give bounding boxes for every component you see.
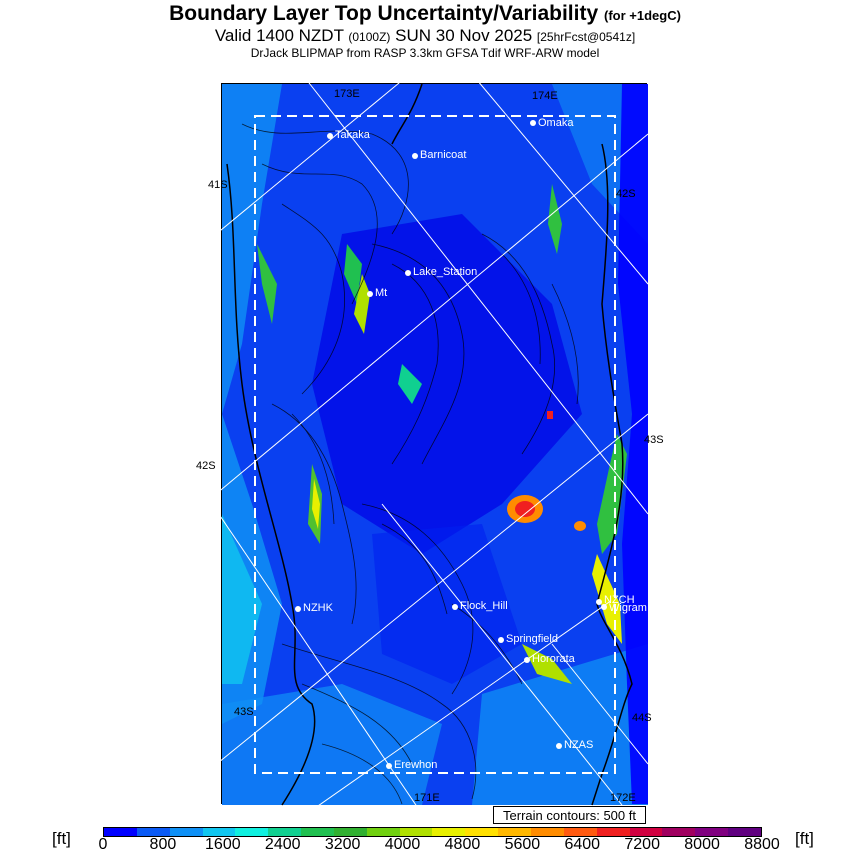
place-mt: Mt — [375, 287, 388, 299]
colorbar-swatch — [662, 828, 695, 836]
colorbar-tick-label: 2400 — [264, 836, 301, 853]
colorbar-tick-label: 4800 — [444, 836, 481, 853]
place-nzch: NZCH — [604, 594, 635, 606]
model-info: DrJack BLIPMAP from RASP 3.3km GFSA Tdif WRF-ARW model — [250, 46, 600, 60]
grid-label-173e: 173E — [334, 88, 360, 100]
colorbar-swatch — [728, 828, 761, 836]
colorbar-swatch — [465, 828, 498, 836]
place-hororata: Hororata — [532, 653, 575, 665]
colorbar-swatch — [235, 828, 268, 836]
colorbar-swatch — [137, 828, 170, 836]
colorbar-tick-label: 3200 — [324, 836, 361, 853]
colorbar-tick-label: 800 — [149, 836, 177, 853]
colorbar-tick-label: 1600 — [205, 836, 241, 853]
colorbar-tick-label: 7200 — [624, 836, 660, 853]
colorbar — [103, 827, 762, 837]
place-omaka: Omaka — [538, 117, 574, 129]
colorbar-swatch — [564, 828, 597, 836]
grid-label-171e: 171E — [414, 792, 440, 804]
colorbar-swatch — [695, 828, 728, 836]
colorbar-swatch — [498, 828, 531, 836]
valid-date: SUN 30 Nov 2025 — [395, 26, 533, 45]
place-springfield: Springfield — [506, 633, 558, 645]
grid-label-41s: 41S — [208, 179, 228, 191]
place-nzas: NZAS — [564, 739, 594, 751]
colorbar-tick-label: 8000 — [684, 836, 720, 853]
colorbar-swatch — [268, 828, 301, 836]
place-barnicoat: Barnicoat — [420, 149, 467, 161]
place-takaka: Takaka — [335, 129, 370, 141]
place-wigram: Wigram — [609, 602, 647, 614]
grid-label-172e: 172E — [610, 792, 636, 804]
colorbar-tick-label: 8800 — [744, 836, 780, 853]
colorbar-swatch — [630, 828, 663, 836]
colorbar-swatch — [597, 828, 630, 836]
colorbar-swatch — [531, 828, 564, 836]
colorbar-tick-label: 0 — [98, 836, 108, 853]
colorbar-swatch — [301, 828, 334, 836]
valid-utc: (0100Z) — [348, 30, 391, 44]
colorbar-swatch — [203, 828, 236, 836]
place-flock-hill: Flock_Hill — [460, 600, 508, 612]
colorbar-swatch — [334, 828, 367, 836]
place-lake-station: Lake_Station — [413, 266, 478, 278]
title-main: Boundary Layer Top Uncertainty/Variability — [169, 2, 599, 25]
grid-label-42s-right: 42S — [616, 188, 636, 200]
colorbar-swatch — [104, 828, 137, 836]
terrain-contour-note: Terrain contours: 500 ft — [493, 806, 646, 824]
colorbar-swatch — [170, 828, 203, 836]
colorbar-swatch — [367, 828, 400, 836]
colorbar-unit-right: [ft] — [795, 829, 814, 848]
valid-prefix: Valid 1400 NZDT — [214, 26, 344, 45]
grid-label-174e: 174E — [532, 90, 558, 102]
grid-label-43s-right: 43S — [644, 434, 664, 446]
map-panel — [221, 83, 664, 804]
grid-label-44s-right: 44S — [632, 712, 652, 724]
colorbar-swatch — [400, 828, 433, 836]
forecast-info: [25hrFcst@0541z] — [536, 30, 636, 44]
colorbar-tick-label: 6400 — [564, 836, 601, 853]
grid-label-43s-left: 43S — [234, 706, 254, 718]
title-suffix: (for +1degC) — [603, 8, 681, 23]
chart-title — [0, 2, 850, 26]
valid-time — [0, 26, 850, 46]
map-graphic — [222, 84, 648, 805]
colorbar-unit-left: [ft] — [52, 829, 71, 848]
place-nzhk: NZHK — [303, 602, 333, 614]
colorbar-tick-label: 4000 — [384, 836, 421, 853]
grid-label-42s-left: 42S — [196, 460, 216, 472]
colorbar-tick-label: 5600 — [504, 836, 541, 853]
place-erewhon: Erewhon — [394, 759, 438, 771]
colorbar-swatch — [432, 828, 465, 836]
